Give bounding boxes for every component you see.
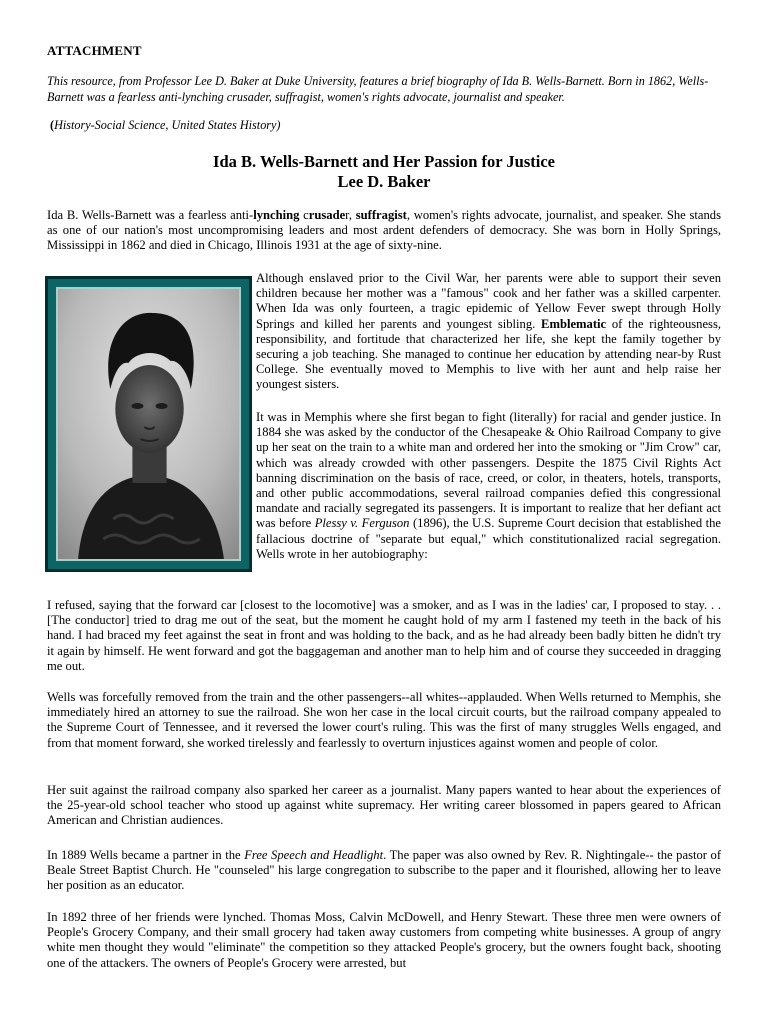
title-line: Ida B. Wells-Barnett and Her Passion for Justice [213,152,555,171]
p1-term-lynching[interactable]: lynching [253,208,300,222]
p7-text-a: In 1889 Wells became a partner in the [47,848,245,862]
article-title [0,152,768,192]
paragraph-6: Her suit against the railroad company also sparked her career as a journalist. Many papers wanted to hear about the experiences of the 25-year-old school teacher who stood up against white supremacy. Her writing career blossomed in papers geared to African American and Christian audiences. [47,783,721,828]
p1-text-a: Ida B. Wells-Barnett was a fearless anti- [47,208,254,222]
author-line: Lee D. Baker [337,172,431,191]
p7-paper-name: Free Speech and Headlight [244,848,384,862]
p3-case-name: Plessy v. Ferguson [314,516,410,531]
paragraph-7 [47,848,721,894]
portrait-image [56,287,241,561]
p2-text-a: Although enslaved prior to the Civil War, her parents were able to support their seven children because her mother was a "famous" cook and her father was a skilled carpenter. When Ida was only fourteen, a tragic epidemic of Yellow Fever swept through Holly Springs and killed her parents and youngest sibling. [256,271,721,331]
p2-term-emblematic[interactable]: Emblematic [541,316,607,331]
p1-text-e: r, [345,208,356,222]
p1-text-c: c [299,208,309,222]
paragraph-2 [256,271,721,393]
portrait-frame [45,276,252,572]
p7-text-c: . The paper was also owned by Rev. R. Nightingale-- the pastor of Beale Street Baptist Church. He "counseled" his large congregation to subscribe to the paper and it flourished, allowing her to leave her position as an educator. [47,848,722,893]
p1-term-crusade[interactable]: rusade [308,208,346,222]
subject-line [50,118,281,133]
paragraph-1 [47,208,721,254]
paragraph-8: In 1892 three of her friends were lynched. Thomas Moss, Calvin McDowell, and Henry Stewart. These three men were owners of People's Grocery Company, and their small grocery had taken away customers from competing white businesses. A group of angry white men thought they would "eliminate" the competition so they attacked People's grocery, but the owners fought back, shooting one of the attackers. The owners of People's Grocery were arrested, but [47,910,721,970]
p2-text-c: of the righteousness, responsibility, and fortitude that characterized her life, she kept the family together by securing a job teaching. She managed to continue her education by attending near-by Rust College. She eventually moved to Memphis to live with her aunt and help raise her youngest sisters. [256,316,721,392]
p1-term-suffragist[interactable]: suffragist [355,208,407,222]
p1-text-g: , women's rights advocate, journalist, and speaker. She stands as one of our nation's most uncompromising leaders and most ardent defenders of democracy. She was born in Holly Springs, Mississippi in 1862 and died in Chicago, Illinois 1931 at the age of sixty-nine. [47,208,721,253]
p3-text-a: It was in Memphis where she first began to fight (literally) for racial and gender justice. In 1884 she was asked by the conductor of the Chesapeake & Ohio Railroad Company to give up her seat on the train to a white man and ordered her into the smoking or "Jim Crow" car, which was already crowded with other passengers. Despite the 1875 Civil Rights Act banning discrimination on the basis of race, creed, or color, in theaters, hotels, transports, and other public accommodations, several railroad companies defied this congressional mandate and racially segregated its passengers. It is important to realize that her defiant act was before [256,410,721,531]
paragraph-4-quote: I refused, saying that the forward car [closest to the locomotive] was a smoker, and as I was in the ladies' car, I proposed to stay. . . [The conductor] tried to drag me out of the seat, but the moment he caught hold of my arm I fastened my teeth in the back of his hand. I had braced my feet against the seat in front and was holding to the back, and as he had already been badly bitten he didn't try it again by himself. He went forward and got the baggageman and another man to help him and of course they succeeded in dragging me out. [47,598,721,673]
intro-text: This resource, from Professor Lee D. Baker at Duke University, features a brief biography of Ida B. Wells-Barnett. Born in 1862, Wells-Barnett was a fearless anti-lynching crusader, suffragist, women's rights advocate, journalist and speaker. [47,74,709,104]
paragraph-3 [256,410,721,562]
attachment-heading: ATTACHMENT [47,43,142,58]
portrait-photo [58,289,239,559]
paragraph-5: Wells was forcefully removed from the train and the other passengers--all whites--applauded. When Wells returned to Memphis, she immediately hired an attorney to sue the railroad. She won her case in the local circuit courts, but the railroad company appealed to the Supreme Court of Tennessee, and it reversed the lower court's ruling. This was the first of many struggles Wells engaged, and from that moment forward, she worked tirelessly and fearlessly to overturn injustices against women and people of color. [47,690,721,750]
subject-text: History-Social Science, United States History) [54,118,281,132]
p3-text-c: (1896), the U.S. Supreme Court decision that established the fallacious doctrine of "separate but equal," which constitutionalized racial segregation. Wells wrote in her autobiography: [256,516,722,561]
subject-open-paren: ( [50,118,55,132]
